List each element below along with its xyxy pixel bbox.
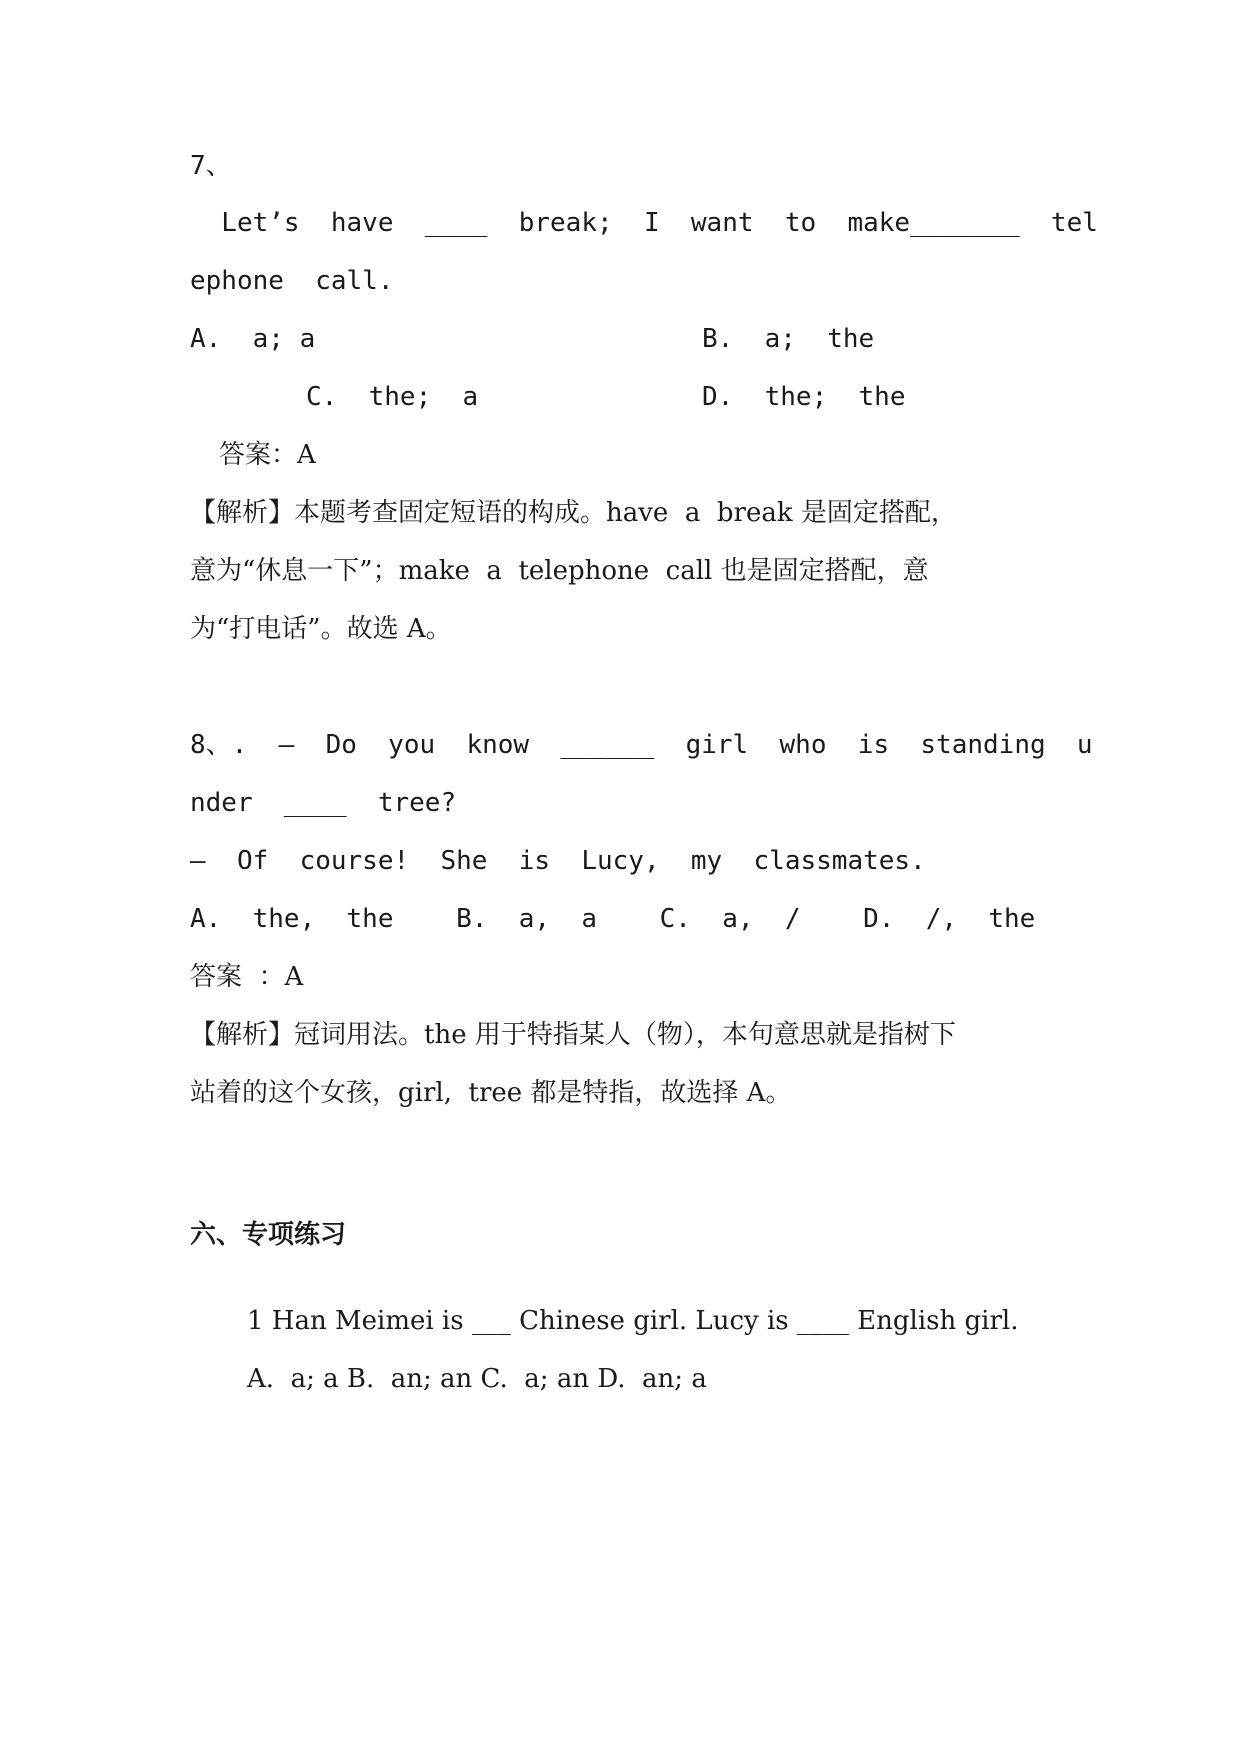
exercise-1-stem: 1 Han Meimei is ___ Chinese girl. Lucy is ____ English girl.	[247, 1306, 1019, 1336]
exercise-1-options: A. a; a B. an; an C. a; an D. an; a	[247, 1364, 707, 1394]
question-7-option-d: D. the; the	[702, 382, 906, 412]
question-8-stem-line-1: 8、. — Do you know ______ girl who is standing u	[190, 730, 1093, 760]
question-8-analysis-line-2: 站着的这个女孩，girl, tree 都是特指，故选择 A。	[190, 1078, 792, 1108]
section-heading: 六、专项练习	[190, 1220, 347, 1250]
question-7-stem-line-2: ephone call.	[190, 266, 394, 296]
question-7-number: 7、	[190, 151, 232, 181]
question-8-options: A. the, the B. a, a C. a, / D. /, the	[190, 904, 1036, 934]
question-8-stem-line-3: — Of course! She is Lucy, my classmates.	[190, 846, 926, 876]
question-7-analysis-line-1: 【解析】本题考查固定短语的构成。have a break 是固定搭配，	[190, 498, 957, 528]
question-7-stem-line-1: Let’s have ____ break; I want to make_______ tel	[190, 208, 1098, 238]
question-7-option-c: C. the; a	[306, 382, 479, 412]
question-8-analysis-line-1: 【解析】冠词用法。the 用于特指某人（物），本句意思就是指树下	[190, 1020, 956, 1050]
question-7-option-a: A. a; a	[190, 324, 316, 354]
question-7-option-b: B. a; the	[702, 324, 875, 354]
question-8-stem-line-2: nder ____ tree?	[190, 788, 457, 818]
question-8-answer: 答案 ：A	[190, 962, 304, 992]
question-7-analysis-line-3: 为“打电话”。故选 A。	[190, 614, 452, 644]
question-7-answer: 答案：A	[219, 440, 316, 470]
question-7-analysis-line-2: 意为“休息一下”；make a telephone call 也是固定搭配，意	[190, 556, 929, 586]
